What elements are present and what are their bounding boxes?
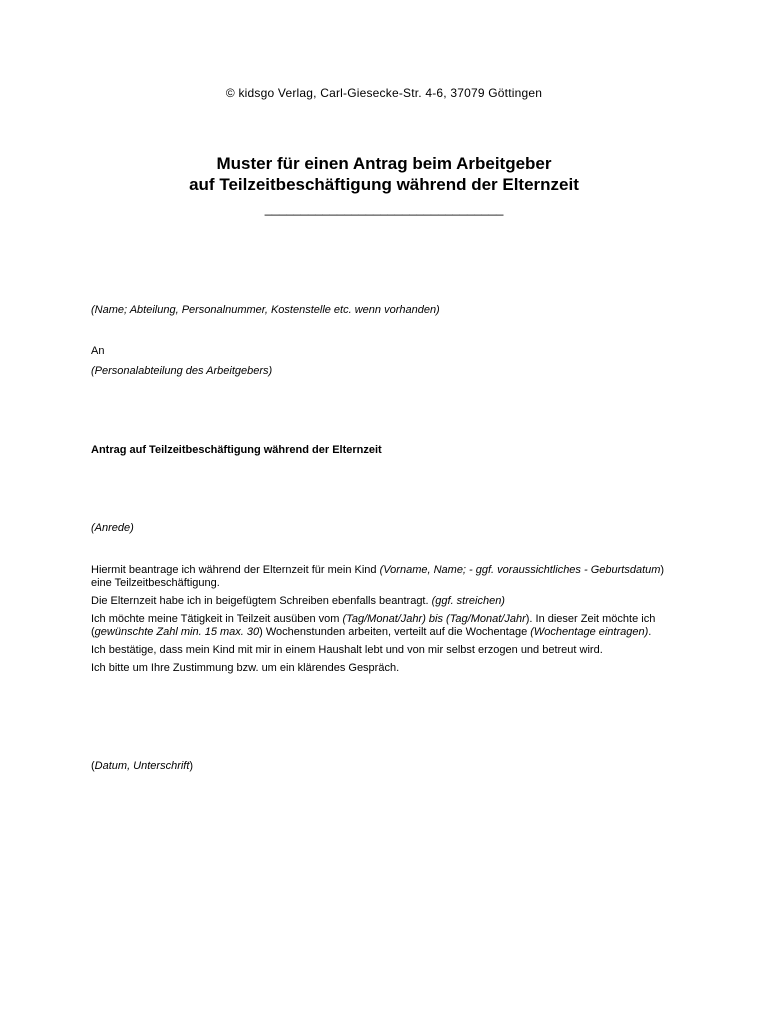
recipient-label: An bbox=[91, 345, 105, 357]
publisher-address: kidsgo Verlag, Carl-Giesecke-Str. 4-6, 37079 Göttingen bbox=[238, 86, 543, 100]
title-line-2: auf Teilzeitbeschäftigung während der Elternzeit bbox=[189, 175, 579, 194]
signature-placeholder: (Datum, Unterschrift) bbox=[91, 760, 194, 772]
publisher-header bbox=[0, 86, 768, 100]
body-paragraph-5: Ich bitte um Ihre Zustimmung bzw. um ein klärendes Gespräch. bbox=[91, 662, 400, 674]
salutation-placeholder: (Anrede) bbox=[91, 522, 134, 534]
title-line-1: Muster für einen Antrag beim Arbeitgeber bbox=[216, 154, 552, 173]
body-paragraph-4: Ich bestätige, dass mein Kind mit mir in einem Haushalt lebt und von mir selbst erzogen und betreut wird. bbox=[91, 644, 603, 656]
body-paragraph-3: Ich möchte meine Tätigkeit in Teilzeit ausüben vom (Tag/Monat/Jahr) bis (Tag/Monat/Jahr). In dieser Zeit möchte ich (gewünschte Zahl min. 15 max. 30) Wochenstunden arbeiten, verteilt auf die Wochentage (Wochentage eintragen). bbox=[91, 613, 656, 638]
copyright-symbol: © bbox=[225, 86, 235, 100]
subject-line: Antrag auf Teilzeitbeschäftigung während der Elternzeit bbox=[91, 444, 382, 456]
sender-placeholder: (Name; Abteilung, Personalnummer, Kostenstelle etc. wenn vorhanden) bbox=[91, 304, 440, 316]
letter-body bbox=[91, 564, 681, 680]
body-paragraph-2: Die Elternzeit habe ich in beigefügtem Schreiben ebenfalls beantragt. (ggf. streichen) bbox=[91, 595, 505, 607]
body-paragraph-1: Hiermit beantrage ich während der Elternzeit für mein Kind (Vorname, Name; - ggf. voraussichtliches - Geburtsdatum) eine Teilzeitbeschäftigung. bbox=[91, 564, 665, 589]
recipient-placeholder: (Personalabteilung des Arbeitgebers) bbox=[91, 365, 273, 377]
document-title bbox=[0, 153, 768, 195]
title-underline: _________________________________ bbox=[264, 201, 504, 216]
